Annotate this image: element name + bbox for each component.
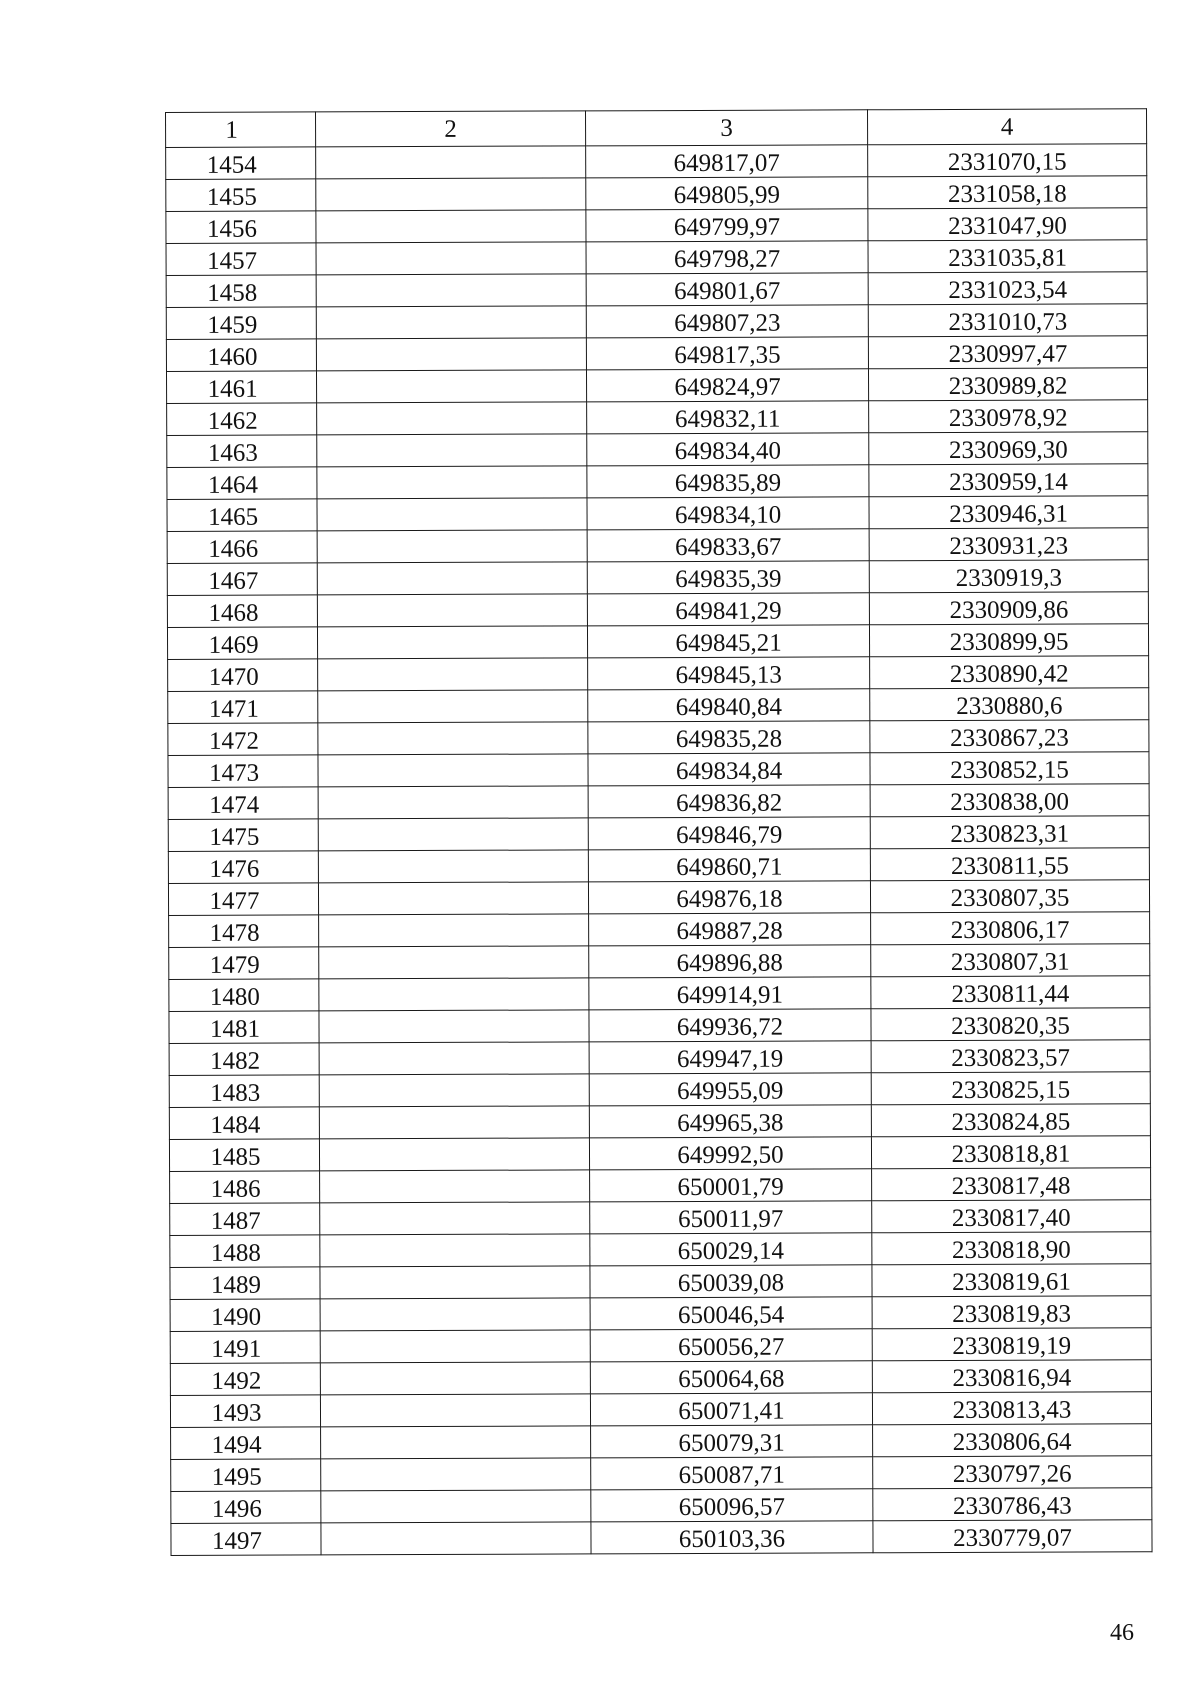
column-header-3: 3 <box>585 110 867 146</box>
description-cell <box>319 978 589 1011</box>
y-coordinate-cell: 2331023,54 <box>868 272 1147 305</box>
x-coordinate-cell: 649801,67 <box>586 273 868 306</box>
y-coordinate-cell: 2330823,57 <box>871 1040 1150 1073</box>
table-row <box>168 848 1149 884</box>
y-coordinate-cell: 2330818,81 <box>871 1136 1150 1169</box>
description-cell <box>321 1458 591 1491</box>
table-row <box>166 176 1147 212</box>
point-number-cell: 1454 <box>166 147 316 180</box>
y-coordinate-cell: 2330813,43 <box>872 1392 1151 1425</box>
y-coordinate-cell: 2330811,55 <box>870 848 1149 881</box>
point-number-cell: 1463 <box>167 435 317 468</box>
point-number-cell: 1482 <box>169 1043 319 1076</box>
table-row <box>166 208 1147 244</box>
x-coordinate-cell: 649845,13 <box>588 657 870 690</box>
description-cell <box>317 466 587 499</box>
description-cell <box>320 1362 590 1395</box>
x-coordinate-cell: 650001,79 <box>590 1169 872 1202</box>
y-coordinate-cell: 2330852,15 <box>870 752 1149 785</box>
table-row <box>170 1328 1151 1364</box>
point-number-cell: 1459 <box>166 307 316 340</box>
y-coordinate-cell: 2331070,15 <box>868 144 1147 177</box>
table-row <box>168 784 1149 820</box>
table-row <box>166 144 1147 180</box>
description-cell <box>318 754 588 787</box>
description-cell <box>317 594 587 627</box>
description-cell <box>320 1266 590 1299</box>
y-coordinate-cell: 2330811,44 <box>871 976 1150 1009</box>
description-cell <box>319 1074 589 1107</box>
point-number-cell: 1458 <box>166 275 316 308</box>
y-coordinate-cell: 2330825,15 <box>871 1072 1150 1105</box>
column-header-4: 4 <box>867 109 1146 145</box>
point-number-cell: 1471 <box>168 691 318 724</box>
description-cell <box>318 882 588 915</box>
x-coordinate-cell: 650011,97 <box>590 1201 872 1234</box>
point-number-cell: 1480 <box>169 979 319 1012</box>
table-row <box>167 560 1148 596</box>
description-cell <box>318 786 588 819</box>
table-header-row <box>166 109 1147 148</box>
point-number-cell: 1485 <box>169 1139 319 1172</box>
table-row <box>166 272 1147 308</box>
x-coordinate-cell: 649836,82 <box>588 785 870 818</box>
description-cell <box>317 402 587 435</box>
y-coordinate-cell: 2330817,40 <box>872 1200 1151 1233</box>
description-cell <box>318 850 588 883</box>
y-coordinate-cell: 2330817,48 <box>872 1168 1151 1201</box>
table-row <box>171 1520 1152 1556</box>
description-cell <box>318 818 588 851</box>
y-coordinate-cell: 2331058,18 <box>868 176 1147 209</box>
description-cell <box>321 1426 591 1459</box>
table-row <box>170 1296 1151 1332</box>
x-coordinate-cell: 649798,27 <box>586 241 868 274</box>
y-coordinate-cell: 2330816,94 <box>872 1360 1151 1393</box>
description-cell <box>319 1106 589 1139</box>
table-row <box>167 528 1148 564</box>
point-number-cell: 1467 <box>167 563 317 596</box>
table-row <box>166 304 1147 340</box>
table-row <box>168 688 1149 724</box>
y-coordinate-cell: 2330890,42 <box>870 656 1149 689</box>
point-number-cell: 1497 <box>171 1523 321 1556</box>
y-coordinate-cell: 2330978,92 <box>869 400 1148 433</box>
y-coordinate-cell: 2330806,64 <box>873 1424 1152 1457</box>
description-cell <box>319 1042 589 1075</box>
y-coordinate-cell: 2330806,17 <box>871 912 1150 945</box>
point-number-cell: 1496 <box>171 1491 321 1524</box>
description-cell <box>317 562 587 595</box>
table-row <box>166 240 1147 276</box>
x-coordinate-cell: 650103,36 <box>591 1521 873 1554</box>
y-coordinate-cell: 2330909,86 <box>869 592 1148 625</box>
table-row <box>168 720 1149 756</box>
x-coordinate-cell: 650087,71 <box>591 1457 873 1490</box>
y-coordinate-cell: 2330797,26 <box>873 1456 1152 1489</box>
table-row <box>167 432 1148 468</box>
point-number-cell: 1460 <box>166 339 316 372</box>
x-coordinate-cell: 650029,14 <box>590 1233 872 1266</box>
point-number-cell: 1483 <box>169 1075 319 1108</box>
y-coordinate-cell: 2331047,90 <box>868 208 1147 241</box>
table-row <box>167 496 1148 532</box>
y-coordinate-cell: 2330919,3 <box>869 560 1148 593</box>
table-row <box>170 1264 1151 1300</box>
y-coordinate-cell: 2330946,31 <box>869 496 1148 529</box>
x-coordinate-cell: 649817,07 <box>586 145 868 178</box>
point-number-cell: 1468 <box>167 595 317 628</box>
table-row <box>167 464 1148 500</box>
description-cell <box>318 658 588 691</box>
y-coordinate-cell: 2330824,85 <box>871 1104 1150 1137</box>
y-coordinate-cell: 2330819,83 <box>872 1296 1151 1329</box>
description-cell <box>316 146 586 179</box>
point-number-cell: 1470 <box>168 659 318 692</box>
point-number-cell: 1478 <box>169 915 319 948</box>
y-coordinate-cell: 2330997,47 <box>868 336 1147 369</box>
point-number-cell: 1492 <box>170 1363 320 1396</box>
y-coordinate-cell: 2331010,73 <box>868 304 1147 337</box>
y-coordinate-cell: 2330818,90 <box>872 1232 1151 1265</box>
x-coordinate-cell: 649846,79 <box>588 817 870 850</box>
table-row <box>166 368 1147 404</box>
x-coordinate-cell: 649965,38 <box>589 1105 871 1138</box>
point-number-cell: 1464 <box>167 467 317 500</box>
point-number-cell: 1489 <box>170 1267 320 1300</box>
x-coordinate-cell: 650071,41 <box>590 1393 872 1426</box>
table-row <box>168 656 1149 692</box>
table-row <box>167 592 1148 628</box>
y-coordinate-cell: 2330807,35 <box>870 880 1149 913</box>
x-coordinate-cell: 649896,88 <box>589 945 871 978</box>
description-cell <box>321 1490 591 1523</box>
x-coordinate-cell: 649835,39 <box>587 561 869 594</box>
table-row <box>167 400 1148 436</box>
description-cell <box>316 370 586 403</box>
x-coordinate-cell: 649817,35 <box>586 337 868 370</box>
point-number-cell: 1490 <box>170 1299 320 1332</box>
description-cell <box>318 690 588 723</box>
coordinates-table <box>165 108 1153 1556</box>
y-coordinate-cell: 2331035,81 <box>868 240 1147 273</box>
y-coordinate-cell: 2330820,35 <box>871 1008 1150 1041</box>
x-coordinate-cell: 649992,50 <box>589 1137 871 1170</box>
table-row <box>169 976 1150 1012</box>
y-coordinate-cell: 2330989,82 <box>868 368 1147 401</box>
x-coordinate-cell: 649805,99 <box>586 177 868 210</box>
x-coordinate-cell: 650064,68 <box>590 1361 872 1394</box>
description-cell <box>319 914 589 947</box>
point-number-cell: 1484 <box>169 1107 319 1140</box>
x-coordinate-cell: 650046,54 <box>590 1297 872 1330</box>
table-row <box>166 336 1147 372</box>
point-number-cell: 1475 <box>168 819 318 852</box>
x-coordinate-cell: 649834,40 <box>587 433 869 466</box>
description-cell <box>318 722 588 755</box>
description-cell <box>316 306 586 339</box>
table-row <box>169 1040 1150 1076</box>
point-number-cell: 1487 <box>170 1203 320 1236</box>
point-number-cell: 1462 <box>167 403 317 436</box>
point-number-cell: 1486 <box>170 1171 320 1204</box>
x-coordinate-cell: 649955,09 <box>589 1073 871 1106</box>
table-row <box>171 1488 1152 1524</box>
point-number-cell: 1479 <box>169 947 319 980</box>
x-coordinate-cell: 649835,89 <box>587 465 869 498</box>
y-coordinate-cell: 2330838,00 <box>870 784 1149 817</box>
x-coordinate-cell: 649947,19 <box>589 1041 871 1074</box>
table-row <box>169 1104 1150 1140</box>
description-cell <box>320 1330 590 1363</box>
column-header-2: 2 <box>316 111 586 147</box>
x-coordinate-cell: 649807,23 <box>586 305 868 338</box>
description-cell <box>317 626 587 659</box>
point-number-cell: 1469 <box>167 627 317 660</box>
description-cell <box>316 274 586 307</box>
description-cell <box>316 338 586 371</box>
y-coordinate-cell: 2330819,19 <box>872 1328 1151 1361</box>
table-row <box>169 912 1150 948</box>
y-coordinate-cell: 2330969,30 <box>869 432 1148 465</box>
table-row <box>170 1200 1151 1236</box>
point-number-cell: 1455 <box>166 179 316 212</box>
point-number-cell: 1477 <box>168 883 318 916</box>
x-coordinate-cell: 650079,31 <box>591 1425 873 1458</box>
point-number-cell: 1481 <box>169 1011 319 1044</box>
page-number: 46 <box>1110 1620 1134 1646</box>
point-number-cell: 1488 <box>170 1235 320 1268</box>
y-coordinate-cell: 2330786,43 <box>873 1488 1152 1521</box>
description-cell <box>321 1522 591 1555</box>
point-number-cell: 1457 <box>166 243 316 276</box>
table-row <box>168 880 1149 916</box>
table-row <box>170 1232 1151 1268</box>
x-coordinate-cell: 649834,10 <box>587 497 869 530</box>
y-coordinate-cell: 2330880,6 <box>870 688 1149 721</box>
x-coordinate-cell: 649860,71 <box>588 849 870 882</box>
x-coordinate-cell: 649845,21 <box>587 625 869 658</box>
x-coordinate-cell: 649841,29 <box>587 593 869 626</box>
x-coordinate-cell: 649799,97 <box>586 209 868 242</box>
point-number-cell: 1494 <box>171 1427 321 1460</box>
point-number-cell: 1473 <box>168 755 318 788</box>
x-coordinate-cell: 649914,91 <box>589 977 871 1010</box>
x-coordinate-cell: 649833,67 <box>587 529 869 562</box>
table-row <box>168 752 1149 788</box>
description-cell <box>317 434 587 467</box>
description-cell <box>316 178 586 211</box>
table-row <box>171 1424 1152 1460</box>
table-row <box>169 944 1150 980</box>
point-number-cell: 1456 <box>166 211 316 244</box>
description-cell <box>320 1202 590 1235</box>
y-coordinate-cell: 2330959,14 <box>869 464 1148 497</box>
description-cell <box>316 242 586 275</box>
x-coordinate-cell: 649936,72 <box>589 1009 871 1042</box>
point-number-cell: 1472 <box>168 723 318 756</box>
point-number-cell: 1495 <box>171 1459 321 1492</box>
x-coordinate-cell: 649834,84 <box>588 753 870 786</box>
point-number-cell: 1491 <box>170 1331 320 1364</box>
x-coordinate-cell: 649840,84 <box>588 689 870 722</box>
table-row <box>167 624 1148 660</box>
description-cell <box>319 1010 589 1043</box>
y-coordinate-cell: 2330807,31 <box>871 944 1150 977</box>
table-body <box>166 144 1152 1556</box>
description-cell <box>320 1394 590 1427</box>
point-number-cell: 1493 <box>170 1395 320 1428</box>
table-row <box>170 1168 1151 1204</box>
description-cell <box>319 946 589 979</box>
table-row <box>168 816 1149 852</box>
description-cell <box>320 1298 590 1331</box>
table-row <box>169 1072 1150 1108</box>
x-coordinate-cell: 650056,27 <box>590 1329 872 1362</box>
description-cell <box>317 498 587 531</box>
x-coordinate-cell: 649887,28 <box>589 913 871 946</box>
table-row <box>170 1360 1151 1396</box>
y-coordinate-cell: 2330823,31 <box>870 816 1149 849</box>
description-cell <box>317 530 587 563</box>
column-header-1: 1 <box>166 112 316 148</box>
y-coordinate-cell: 2330819,61 <box>872 1264 1151 1297</box>
y-coordinate-cell: 2330899,95 <box>869 624 1148 657</box>
description-cell <box>316 210 586 243</box>
point-number-cell: 1474 <box>168 787 318 820</box>
y-coordinate-cell: 2330931,23 <box>869 528 1148 561</box>
table-row <box>169 1136 1150 1172</box>
description-cell <box>320 1170 590 1203</box>
description-cell <box>319 1138 589 1171</box>
x-coordinate-cell: 650096,57 <box>591 1489 873 1522</box>
table-row <box>170 1392 1151 1428</box>
x-coordinate-cell: 649832,11 <box>587 401 869 434</box>
table-row <box>169 1008 1150 1044</box>
point-number-cell: 1466 <box>167 531 317 564</box>
x-coordinate-cell: 649835,28 <box>588 721 870 754</box>
point-number-cell: 1476 <box>168 851 318 884</box>
x-coordinate-cell: 649824,97 <box>586 369 868 402</box>
x-coordinate-cell: 650039,08 <box>590 1265 872 1298</box>
y-coordinate-cell: 2330779,07 <box>873 1520 1152 1553</box>
point-number-cell: 1465 <box>167 499 317 532</box>
table-row <box>171 1456 1152 1492</box>
x-coordinate-cell: 649876,18 <box>588 881 870 914</box>
point-number-cell: 1461 <box>166 371 316 404</box>
y-coordinate-cell: 2330867,23 <box>870 720 1149 753</box>
description-cell <box>320 1234 590 1267</box>
